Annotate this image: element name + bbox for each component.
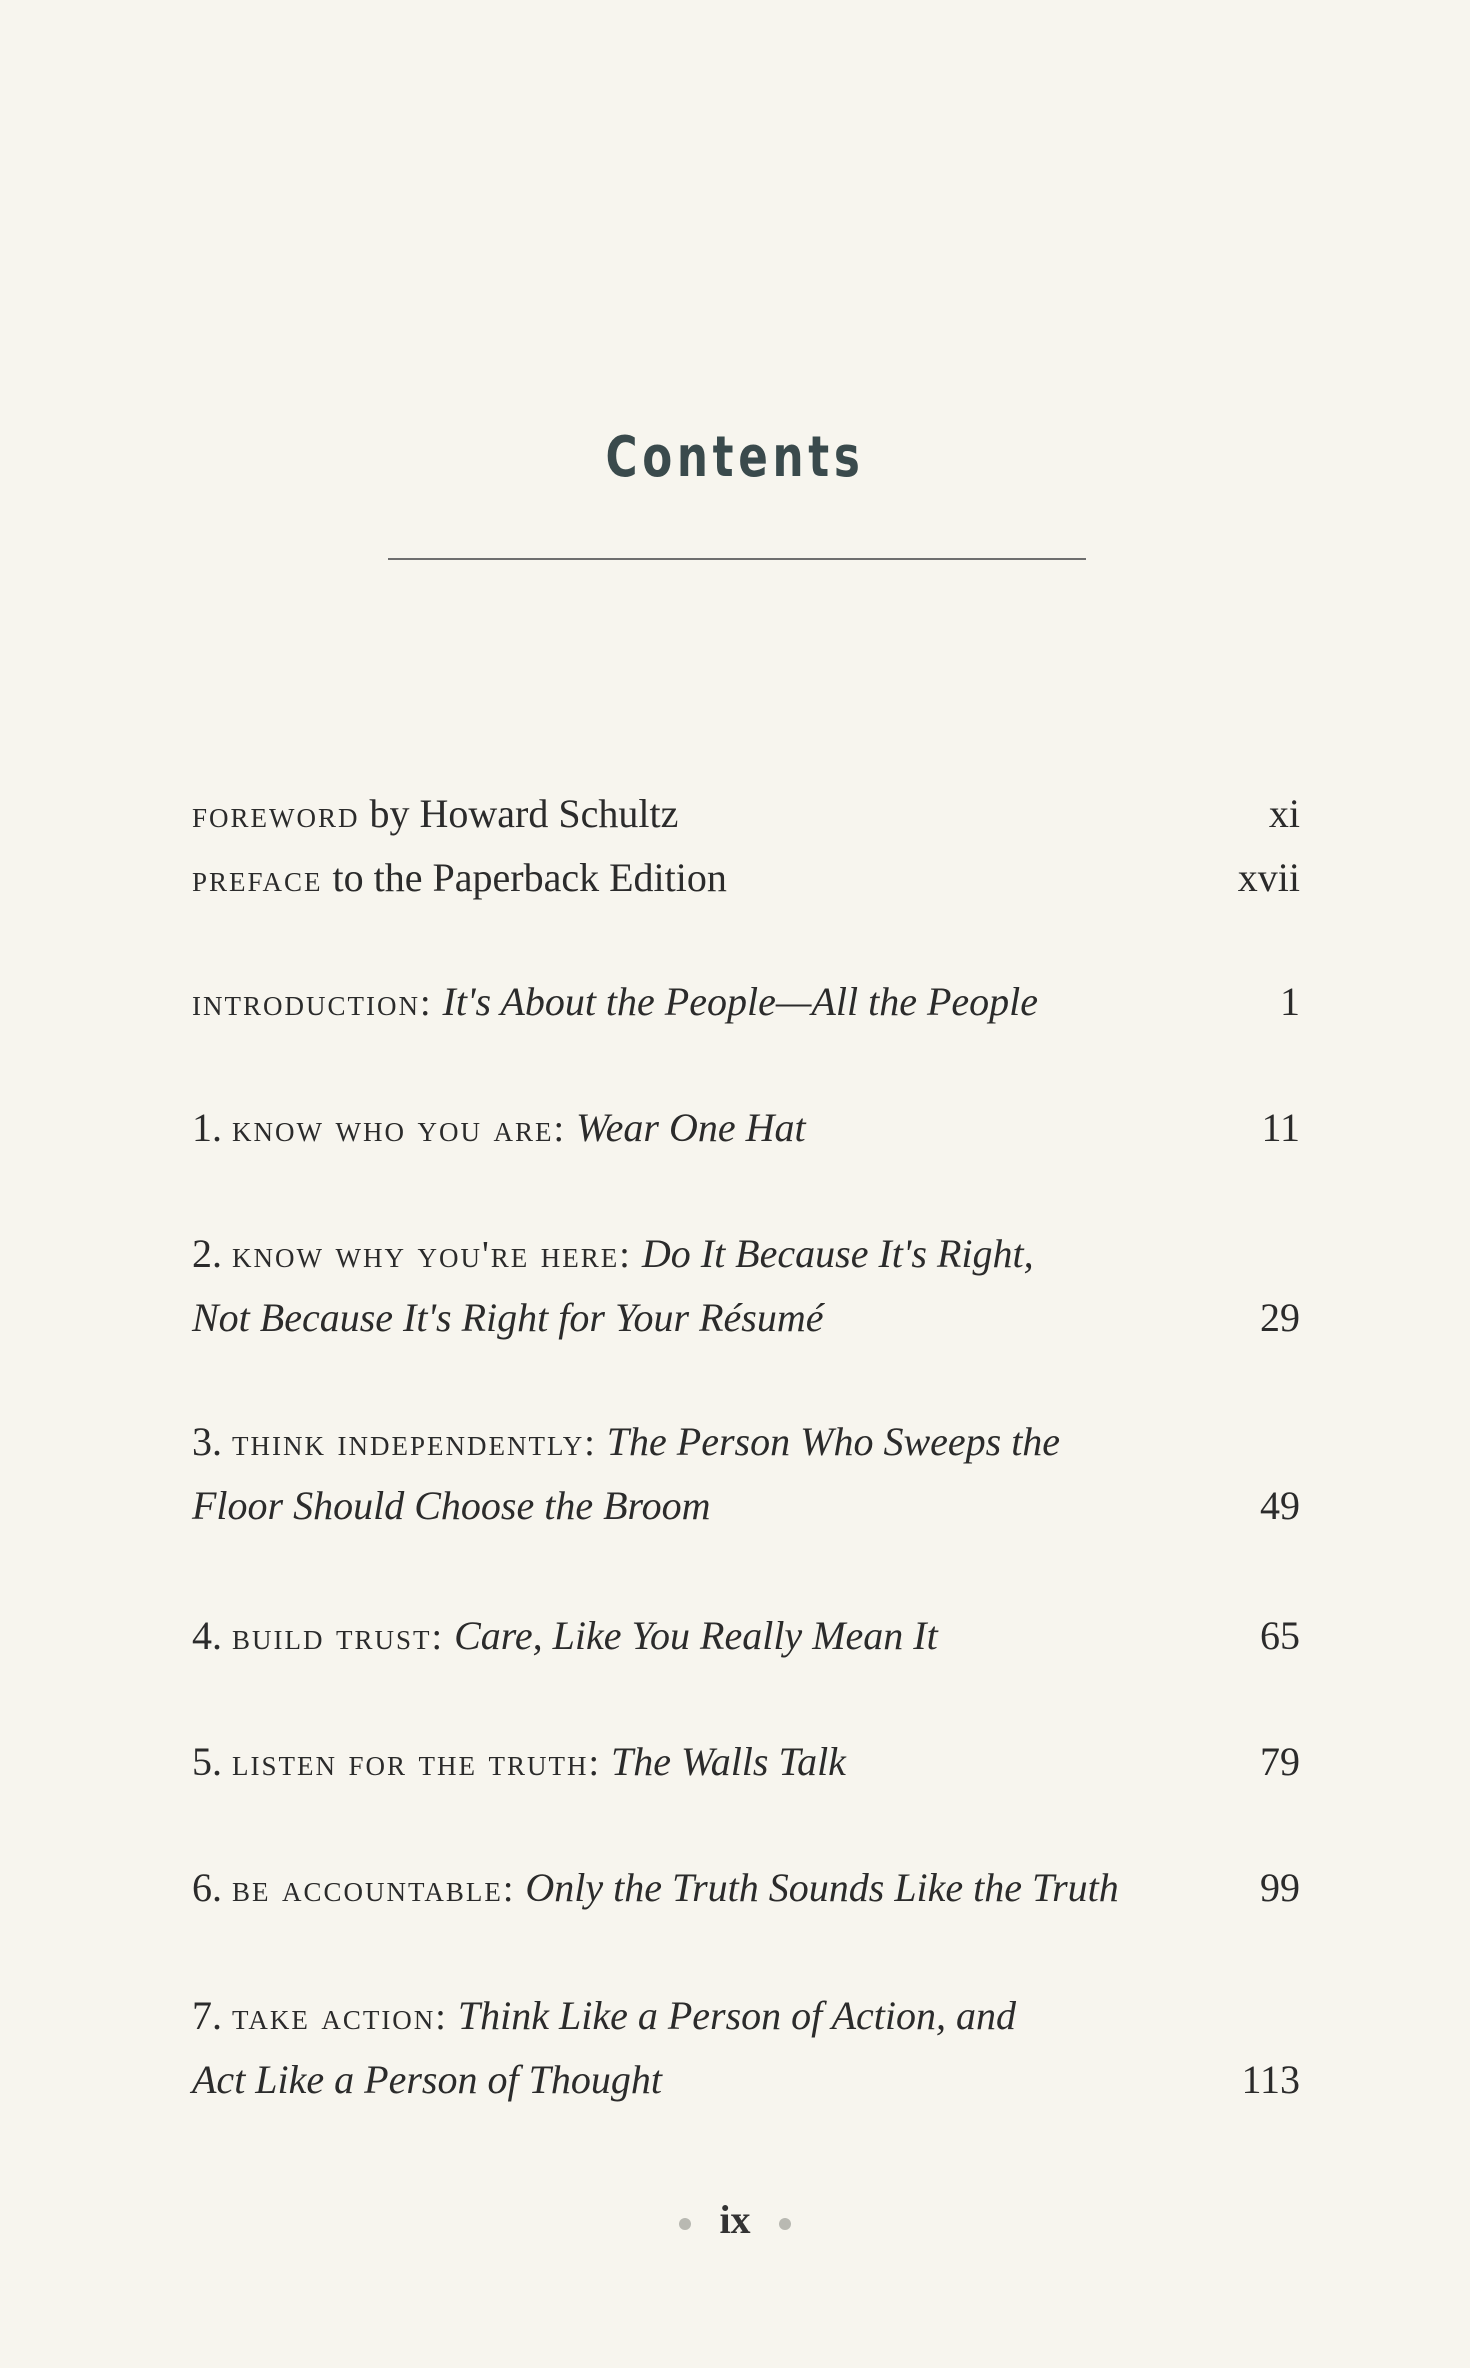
folio-number: ix bbox=[719, 2197, 751, 2242]
entry-number: 6. bbox=[192, 1865, 222, 1910]
page-title: Contents bbox=[605, 425, 865, 490]
toc-entry-chapter-1[interactable] bbox=[192, 1096, 1300, 1160]
entry-page-number: xvii bbox=[1237, 855, 1300, 900]
toc-entry-chapter-2[interactable] bbox=[192, 1222, 1300, 1350]
entry-title: by Howard Schultz bbox=[369, 791, 679, 836]
entry-title: The Walls Talk bbox=[611, 1739, 846, 1784]
entry-label: foreword bbox=[192, 794, 360, 836]
entry-title-continued: Act Like a Person of Thought bbox=[192, 2057, 662, 2102]
entry-number: 3. bbox=[192, 1419, 222, 1464]
entry-label: introduction: bbox=[192, 982, 433, 1024]
entry-page-number: 113 bbox=[1241, 2057, 1300, 2102]
page-folio bbox=[0, 2196, 1470, 2243]
entry-page-number: 29 bbox=[1260, 1295, 1300, 1340]
entry-page-number: 49 bbox=[1260, 1483, 1300, 1528]
entry-page-number: 11 bbox=[1261, 1105, 1300, 1150]
entry-title: to the Paperback Edition bbox=[332, 855, 727, 900]
entry-title: It's About the People—All the People bbox=[442, 979, 1038, 1024]
folio-ornament-right bbox=[779, 2218, 791, 2230]
entry-title: Care, Like You Really Mean It bbox=[454, 1613, 938, 1658]
toc-entry-chapter-4[interactable] bbox=[192, 1604, 1300, 1668]
toc-entry-preface[interactable] bbox=[192, 846, 1300, 910]
entry-label: know why you're here: bbox=[232, 1234, 632, 1276]
toc-entry-chapter-3[interactable] bbox=[192, 1410, 1300, 1538]
entry-number: 7. bbox=[192, 1993, 222, 2038]
entry-label: know who you are: bbox=[232, 1108, 567, 1150]
entry-title: Only the Truth Sounds Like the Truth bbox=[525, 1865, 1119, 1910]
entry-label: be accountable: bbox=[232, 1868, 516, 1910]
entry-label: think independently: bbox=[232, 1422, 597, 1464]
entry-label: take action: bbox=[232, 1996, 448, 2038]
entry-page-number: 99 bbox=[1260, 1865, 1300, 1910]
entry-title: Wear One Hat bbox=[576, 1105, 806, 1150]
entry-label: preface bbox=[192, 858, 323, 900]
entry-page-number: xi bbox=[1268, 791, 1300, 836]
toc-entry-chapter-7[interactable] bbox=[192, 1984, 1300, 2112]
entry-title: Think Like a Person of Action, and bbox=[457, 1993, 1016, 2038]
entry-page-number: 79 bbox=[1260, 1739, 1300, 1784]
entry-number: 2. bbox=[192, 1231, 222, 1276]
folio-ornament-left bbox=[679, 2218, 691, 2230]
entry-title: The Person Who Sweeps the bbox=[606, 1419, 1061, 1464]
entry-label: build trust: bbox=[232, 1616, 445, 1658]
entry-page-number: 1 bbox=[1280, 979, 1300, 1024]
entry-label: listen for the truth: bbox=[232, 1742, 602, 1784]
entry-number: 5. bbox=[192, 1739, 222, 1784]
entry-title: Do It Because It's Right, bbox=[641, 1231, 1034, 1276]
toc-entry-chapter-5[interactable] bbox=[192, 1730, 1300, 1794]
entry-number: 4. bbox=[192, 1613, 222, 1658]
entry-number: 1. bbox=[192, 1105, 222, 1150]
toc-entry-foreword[interactable] bbox=[192, 782, 1300, 846]
entry-title-continued: Floor Should Choose the Broom bbox=[192, 1483, 711, 1528]
title-rule bbox=[388, 558, 1086, 560]
entry-title-continued: Not Because It's Right for Your Résumé bbox=[192, 1295, 824, 1340]
toc-entry-chapter-6[interactable] bbox=[192, 1856, 1300, 1920]
toc-entry-introduction[interactable] bbox=[192, 970, 1300, 1034]
entry-page-number: 65 bbox=[1260, 1613, 1300, 1658]
